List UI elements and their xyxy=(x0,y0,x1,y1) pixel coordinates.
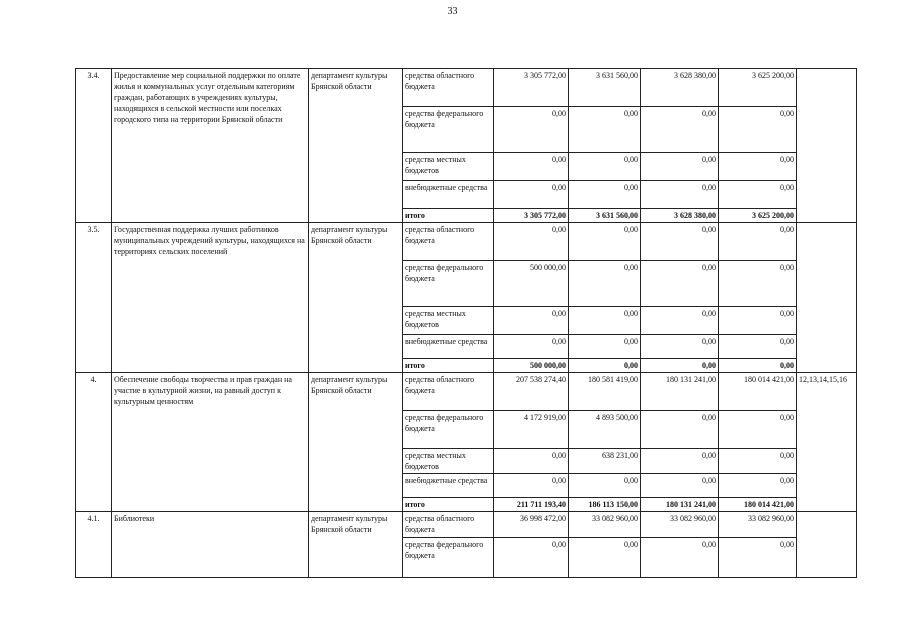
amount-cell: 0,00 xyxy=(719,261,797,307)
table-row xyxy=(76,373,857,411)
funding-source-label: внебюджетные средства xyxy=(403,474,494,498)
funding-source-label: средства федерального бюджета xyxy=(403,261,494,307)
amount-cell: 0,00 xyxy=(494,538,569,578)
item-number: 4. xyxy=(76,373,112,512)
amount-cell: 0,00 xyxy=(719,181,797,209)
amount-cell: 0,00 xyxy=(719,307,797,335)
amount-cell: 3 631 560,00 xyxy=(569,69,641,107)
amount-cell: 0,00 xyxy=(719,538,797,578)
amount-cell: 0,00 xyxy=(641,359,719,373)
funding-source-label: средства местных бюджетов xyxy=(403,153,494,181)
amount-cell: 0,00 xyxy=(569,307,641,335)
amount-cell: 0,00 xyxy=(719,335,797,359)
amount-cell: 0,00 xyxy=(569,153,641,181)
item-executor: департамент культуры Брянской области xyxy=(309,223,403,373)
target-indicators xyxy=(797,69,857,223)
amount-cell: 180 014 421,00 xyxy=(719,373,797,411)
amount-cell: 0,00 xyxy=(719,223,797,261)
amount-cell: 0,00 xyxy=(641,335,719,359)
amount-cell: 180 131 241,00 xyxy=(641,373,719,411)
funding-source-label: внебюджетные средства xyxy=(403,335,494,359)
amount-cell: 0,00 xyxy=(494,181,569,209)
amount-cell: 0,00 xyxy=(494,223,569,261)
budget-table-body xyxy=(76,69,857,578)
target-indicators xyxy=(797,223,857,373)
page-number: 33 xyxy=(447,6,458,17)
amount-cell: 4 893 500,00 xyxy=(569,411,641,449)
amount-cell: 638 231,00 xyxy=(569,449,641,474)
amount-cell: 0,00 xyxy=(641,307,719,335)
amount-cell: 4 172 919,00 xyxy=(494,411,569,449)
amount-cell: 0,00 xyxy=(569,474,641,498)
amount-cell: 3 631 560,00 xyxy=(569,209,641,223)
funding-source-label: средства областного бюджета xyxy=(403,223,494,261)
budget-table xyxy=(75,68,857,578)
target-indicators xyxy=(797,512,857,578)
item-name: Предоставление мер социальной поддержки по оплате жилья и коммунальных услуг отдельным категориям граждан, работающих в учреждениях культуры, находящихся в сельской местности или поселках городского типа на территории Брянской области xyxy=(112,69,309,223)
amount-cell: 0,00 xyxy=(641,261,719,307)
item-name: Обеспечение свободы творчества и прав граждан на участие в культурной жизни, на равный доступ к культурным ценностям xyxy=(112,373,309,512)
item-executor: департамент культуры Брянской области xyxy=(309,373,403,512)
funding-source-label: внебюджетные средства xyxy=(403,181,494,209)
amount-cell: 0,00 xyxy=(719,153,797,181)
amount-cell: 0,00 xyxy=(494,307,569,335)
amount-cell: 3 305 772,00 xyxy=(494,69,569,107)
amount-cell: 0,00 xyxy=(641,474,719,498)
item-executor: департамент культуры Брянской области xyxy=(309,512,403,578)
amount-cell: 0,00 xyxy=(569,181,641,209)
amount-cell: 0,00 xyxy=(494,335,569,359)
amount-cell: 186 113 150,00 xyxy=(569,498,641,512)
funding-source-label: средства местных бюджетов xyxy=(403,307,494,335)
amount-cell: 0,00 xyxy=(719,449,797,474)
funding-source-label: итого xyxy=(403,359,494,373)
amount-cell: 180 014 421,00 xyxy=(719,498,797,512)
amount-cell: 36 998 472,00 xyxy=(494,512,569,538)
amount-cell: 207 538 274,40 xyxy=(494,373,569,411)
item-name: Библиотеки xyxy=(112,512,309,578)
amount-cell: 0,00 xyxy=(569,261,641,307)
amount-cell: 0,00 xyxy=(641,181,719,209)
amount-cell: 3 628 380,00 xyxy=(641,69,719,107)
amount-cell: 0,00 xyxy=(641,411,719,449)
funding-source-label: средства областного бюджета xyxy=(403,512,494,538)
funding-source-label: средства федерального бюджета xyxy=(403,107,494,153)
amount-cell: 0,00 xyxy=(641,153,719,181)
amount-cell: 3 305 772,00 xyxy=(494,209,569,223)
table-row xyxy=(76,512,857,538)
amount-cell: 0,00 xyxy=(569,359,641,373)
amount-cell: 180 581 419,00 xyxy=(569,373,641,411)
amount-cell: 211 711 193,40 xyxy=(494,498,569,512)
amount-cell: 0,00 xyxy=(719,411,797,449)
amount-cell: 33 082 960,00 xyxy=(569,512,641,538)
item-number: 3.4. xyxy=(76,69,112,223)
amount-cell: 0,00 xyxy=(719,107,797,153)
amount-cell: 3 625 200,00 xyxy=(719,69,797,107)
amount-cell: 0,00 xyxy=(494,449,569,474)
amount-cell: 33 082 960,00 xyxy=(719,512,797,538)
amount-cell: 500 000,00 xyxy=(494,359,569,373)
amount-cell: 0,00 xyxy=(494,107,569,153)
funding-source-label: средства федерального бюджета xyxy=(403,538,494,578)
table-row xyxy=(76,223,857,261)
item-number: 4.1. xyxy=(76,512,112,578)
item-executor: департамент культуры Брянской области xyxy=(309,69,403,223)
amount-cell: 0,00 xyxy=(569,335,641,359)
funding-source-label: средства областного бюджета xyxy=(403,373,494,411)
amount-cell: 0,00 xyxy=(569,223,641,261)
amount-cell: 0,00 xyxy=(641,449,719,474)
amount-cell: 0,00 xyxy=(494,153,569,181)
amount-cell: 3 628 380,00 xyxy=(641,209,719,223)
item-number: 3.5. xyxy=(76,223,112,373)
amount-cell: 0,00 xyxy=(569,107,641,153)
amount-cell: 0,00 xyxy=(641,223,719,261)
amount-cell: 180 131 241,00 xyxy=(641,498,719,512)
amount-cell: 0,00 xyxy=(719,359,797,373)
funding-source-label: средства местных бюджетов xyxy=(403,449,494,474)
funding-source-label: средства областного бюджета xyxy=(403,69,494,107)
amount-cell: 500 000,00 xyxy=(494,261,569,307)
table-row xyxy=(76,69,857,107)
funding-source-label: средства федерального бюджета xyxy=(403,411,494,449)
target-indicators: 12,13,14,15,16 xyxy=(797,373,857,512)
amount-cell: 0,00 xyxy=(494,474,569,498)
amount-cell: 0,00 xyxy=(569,538,641,578)
amount-cell: 0,00 xyxy=(641,107,719,153)
funding-source-label: итого xyxy=(403,498,494,512)
amount-cell: 0,00 xyxy=(641,538,719,578)
funding-source-label: итого xyxy=(403,209,494,223)
amount-cell: 33 082 960,00 xyxy=(641,512,719,538)
amount-cell: 3 625 200,00 xyxy=(719,209,797,223)
amount-cell: 0,00 xyxy=(719,474,797,498)
item-name: Государственная поддержка лучших работников муниципальных учреждений культуры, находящихся на территориях сельских поселений xyxy=(112,223,309,373)
